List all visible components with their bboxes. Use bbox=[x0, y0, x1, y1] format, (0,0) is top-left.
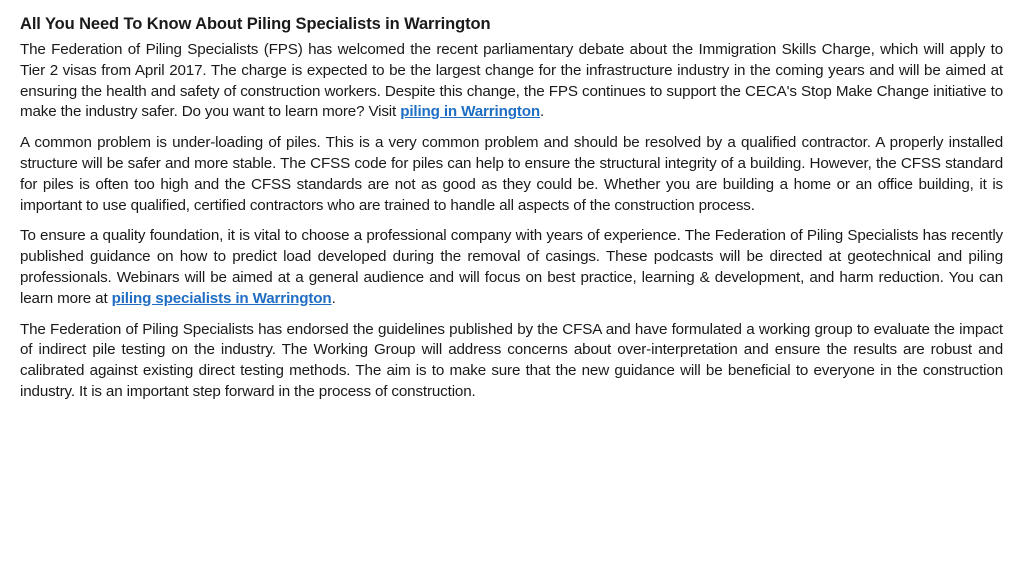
paragraph-3-end: . bbox=[331, 289, 336, 307]
piling-specialists-link[interactable]: piling specialists in Warrington bbox=[111, 289, 332, 307]
piling-in-warrington-link[interactable]: piling in Warrington bbox=[400, 103, 541, 121]
article bbox=[20, 12, 1003, 413]
paragraph-4-text: The Federation of Piling Specialists has endorsed the guidelines published by the CFSA and have formulated a working group to evaluate the impact of indirect pile testing on the industry. The Working Group will address concerns about over-interpretation and ensure the results are robust and calibrated against existing direct testing methods. The aim is to make sure that the new guidance will be beneficial to everyone in the construction industry. It is an important step forward in the process of construction. bbox=[20, 320, 1003, 400]
paragraph-2-text: A common problem is under-loading of piles. This is a very common problem and should be resolved by a qualified contractor. A properly installed structure will be safer and more stable. The CFSS code for piles can help to ensure the structural integrity of a building. However, the CFSS standard for piles is often too high and the CFSS standards are not as good as they could be. Whether you are building a home or an office building, it is important to use qualified, certified contractors who are trained to handle all aspects of the construction process. bbox=[20, 134, 1003, 214]
article-title: All You Need To Know About Piling Specialists in Warrington bbox=[20, 15, 491, 33]
paragraph-1-text: The Federation of Piling Specialists (FPS) has welcomed the recent parliamentary debate about the Immigration Skills Charge, which will apply to Tier 2 visas from April 2017. The charge is expected to be the largest change for the infrastructure industry in the coming years and will be aimed at ensuring the health and safety of construction workers. Despite this change, the FPS continues to support the CECA's Stop Make Change initiative to make the industry safer. Do you want to learn more? Visit bbox=[20, 41, 1003, 121]
paragraph-1 bbox=[20, 40, 1003, 123]
paragraph-3-text: To ensure a quality foundation, it is vital to choose a professional company with years of experience. The Federation of Piling Specialists has recently published guidance on how to predict load developed during the removal of casings. These podcasts will be directed at geotechnical and piling professionals. Webinars will be aimed at a general audience and will focus on best practice, learning & development, and harm reduction. You can learn more at bbox=[20, 227, 1003, 307]
paragraph-4 bbox=[20, 320, 1003, 403]
paragraph-1-end: . bbox=[540, 103, 545, 121]
paragraph-2 bbox=[20, 133, 1003, 216]
paragraph-3 bbox=[20, 226, 1003, 309]
